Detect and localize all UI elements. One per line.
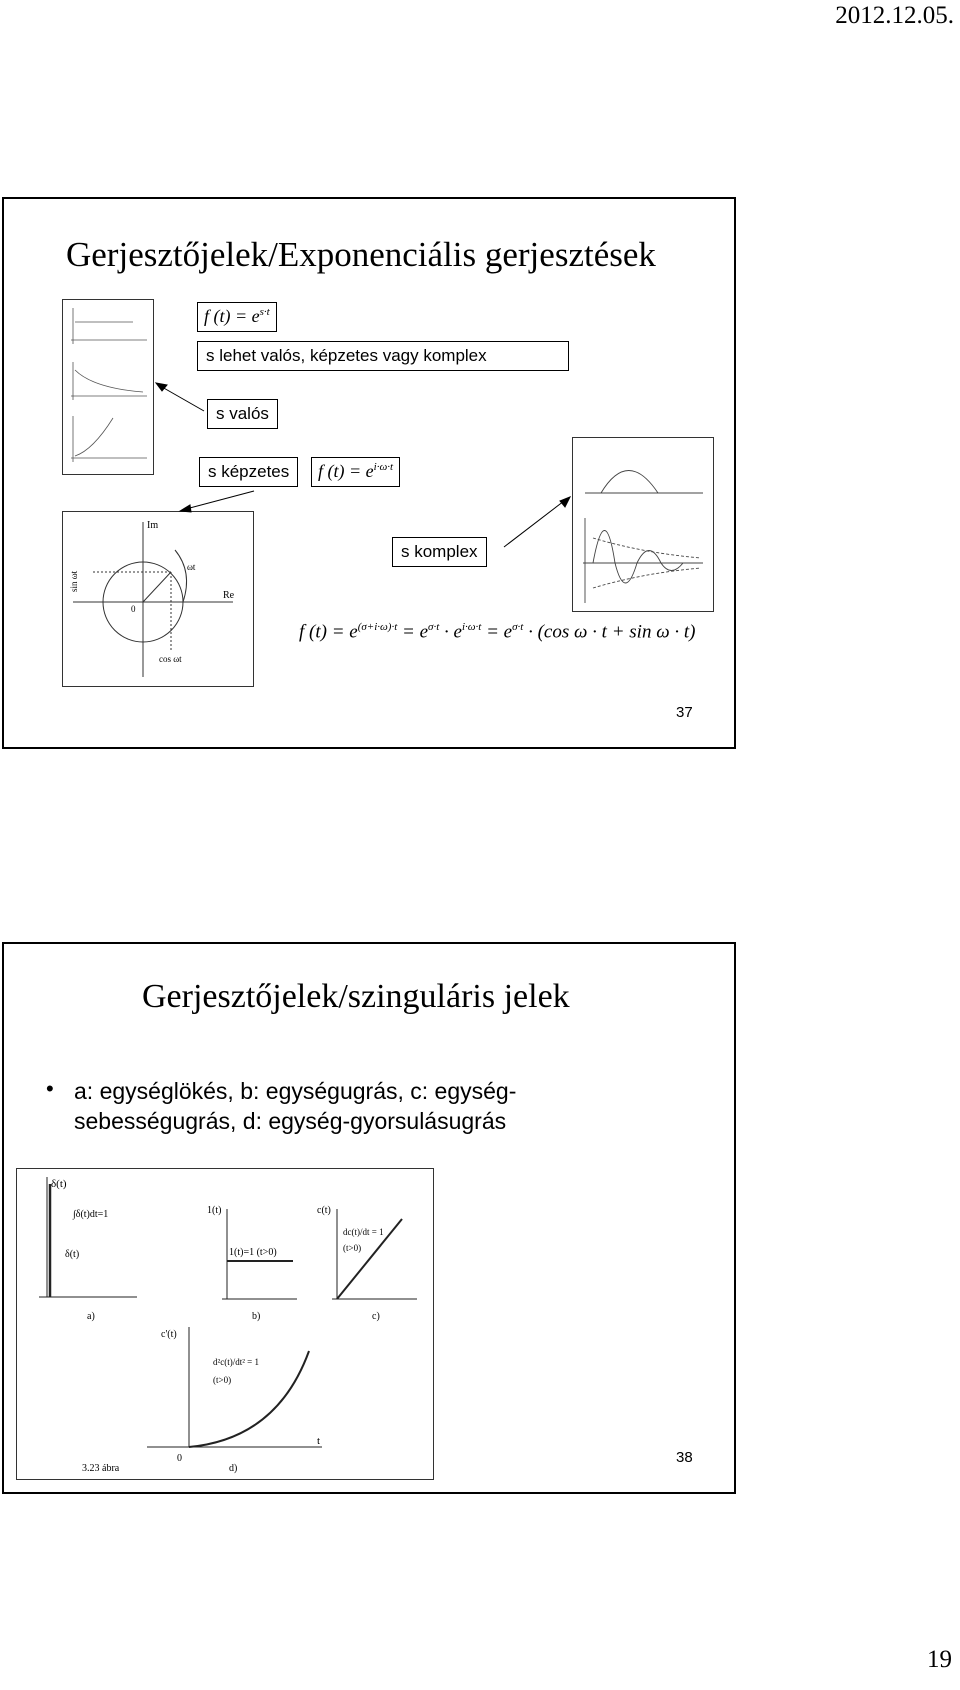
label-c: c) <box>372 1311 380 1322</box>
s-real-box: s valós <box>207 399 278 429</box>
acc-label: c'(t) <box>161 1329 177 1340</box>
slide-title: Gerjesztőjelek/szinguláris jelek <box>142 978 570 1015</box>
bullet-text <box>74 1076 516 1136</box>
s-types-box: s lehet valós, képzetes vagy komplex <box>197 341 569 371</box>
singular-signals-figure <box>16 1168 434 1480</box>
ramp-label: c(t) <box>317 1205 331 1216</box>
cos-label: cos ωt <box>159 654 182 664</box>
slide-singular-signals <box>2 942 736 1494</box>
bullet-line-2: sebességugrás, d: egység-gyorsulásugrás <box>74 1108 507 1134</box>
label-b: b) <box>252 1311 261 1322</box>
omega-t-label: ωt <box>187 562 196 572</box>
s-complex-box: s komplex <box>392 537 487 567</box>
page-number: 19 <box>927 1646 952 1673</box>
slide-number: 38 <box>676 1449 693 1466</box>
step-equation: 1(t)=1 (t>0) <box>229 1247 277 1258</box>
t-axis-label: t <box>317 1435 321 1447</box>
formula-exponential: f $(t) = e^{s\cdot t}$ <box>197 302 277 332</box>
slide-exponential <box>2 197 736 749</box>
ramp-condition: (t>0) <box>343 1243 362 1253</box>
im-axis-label: Im <box>147 520 159 531</box>
singular-signals-graph <box>17 1169 433 1479</box>
formula-imaginary: f $(t) = e^{i\cdot\omega\cdot t}$ <box>311 457 400 487</box>
page-date: 2012.12.05. <box>835 2 954 29</box>
origin-label: 0 <box>177 1453 182 1464</box>
step-label: 1(t) <box>207 1205 222 1216</box>
formula-complex: f $(t) = e^{(\sigma+i\cdot\omega)\cdot t} = e^{\sigma\cdot t} \cdot e^{i\cdot\omega\cdot t} = e^{\sigma\cdot t} \cdot (\cos$ ω · t + sin ω · t) <box>299 621 696 643</box>
origin-label: 0 <box>131 604 136 614</box>
pointer-arrows <box>4 199 734 747</box>
re-axis-label: Re <box>223 590 235 601</box>
integral-label: ∫δ(t)dt=1 <box>73 1209 109 1220</box>
ramp-equation: dc(t)/dt = 1 <box>343 1227 384 1237</box>
delta-label: δ(t) <box>51 1178 67 1190</box>
sin-label: sin ωt <box>69 570 79 592</box>
bullet-marker: • <box>46 1076 54 1101</box>
s-imaginary-box: s képzetes <box>199 457 298 487</box>
acc-equation: d²c(t)/dt² = 1 <box>213 1357 259 1367</box>
figure-caption: 3.23 ábra <box>82 1463 120 1474</box>
delta-label-2: δ(t) <box>65 1249 80 1260</box>
slide-number: 37 <box>676 704 693 721</box>
bullet-line-1: a: egységlökés, b: egységugrás, c: egység- <box>74 1078 517 1104</box>
label-a: a) <box>87 1311 95 1322</box>
acc-condition: (t>0) <box>213 1375 232 1385</box>
label-d: d) <box>229 1463 238 1474</box>
slide-title: Gerjesztőjelek/Exponenciális gerjesztések <box>66 235 656 274</box>
